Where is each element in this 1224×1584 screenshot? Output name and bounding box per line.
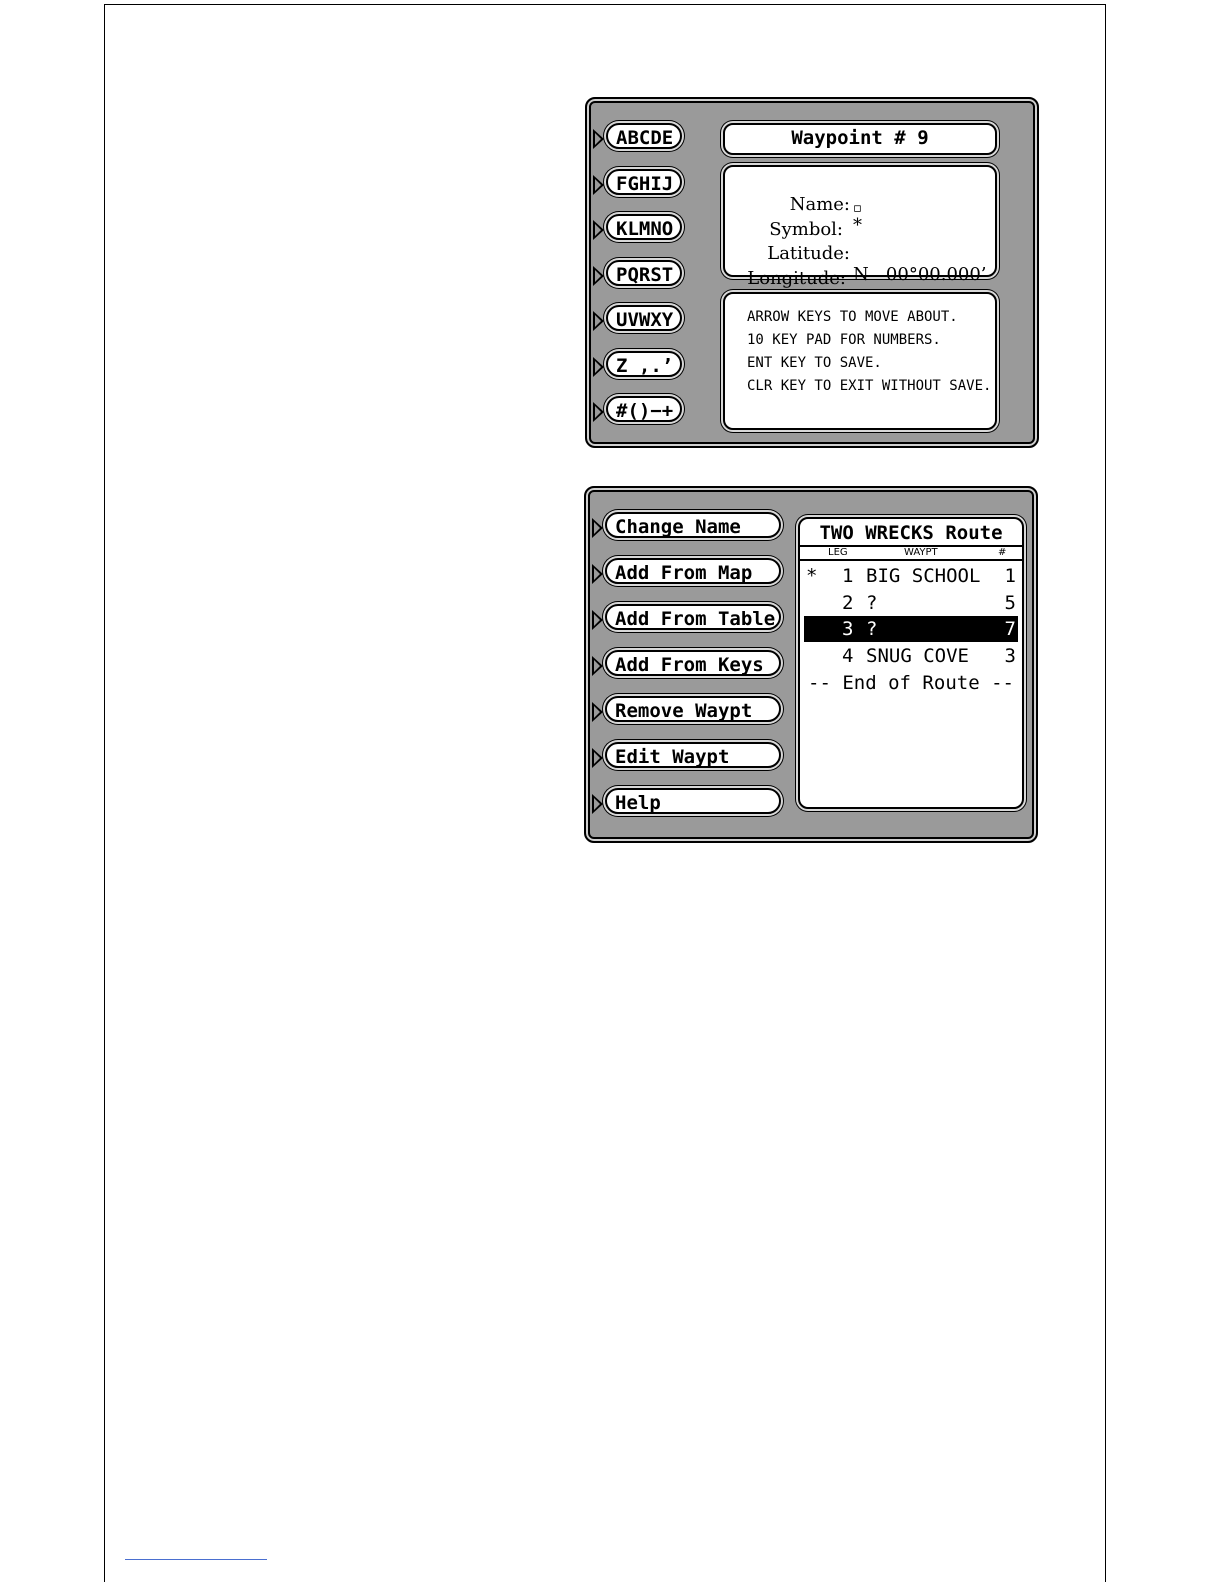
help-line: ENT KEY TO SAVE. [747, 355, 882, 371]
waypoint-title-panel [723, 123, 997, 155]
waypt-number: 7 [1004, 618, 1016, 640]
softkey-label: UVWXY [606, 305, 682, 331]
waypt-number: 3 [1004, 645, 1016, 667]
softkey-label: Z ,.’ [606, 351, 682, 377]
softkey-label: Change Name [605, 512, 781, 538]
symbol-value[interactable]: ▫ [853, 201, 862, 216]
col-num: # [998, 547, 1007, 558]
softkey-arrow-icon [592, 748, 603, 768]
route-title: TWO WRECKS Route [800, 519, 1022, 547]
name-value[interactable]: * [853, 215, 862, 236]
help-line: 10 KEY PAD FOR NUMBERS. [747, 332, 941, 348]
waypt-name: ? [866, 618, 878, 640]
softkey-arrow-icon [592, 518, 603, 538]
help-line: ARROW KEYS TO MOVE ABOUT. [747, 309, 958, 325]
softkey-arrow-icon [592, 702, 603, 722]
softkey-arrow-icon [592, 564, 603, 584]
waypt-number: 5 [1004, 592, 1016, 614]
waypt-name: BIG SCHOOL [866, 565, 981, 587]
leg-number: 1 [842, 565, 854, 587]
softkey-arrow-icon [593, 129, 604, 149]
help-panel [723, 292, 997, 430]
column-headers [800, 547, 1022, 561]
softkey-label: Add From Map [605, 558, 781, 584]
route-leg-row[interactable] [804, 590, 1018, 616]
route-list-panel [798, 517, 1024, 809]
end-of-route: -- End of Route -- [808, 672, 1014, 694]
softkey-arrow-icon [592, 656, 603, 676]
leg-number: 3 [842, 618, 854, 640]
route-edit-screen [584, 486, 1038, 843]
route-leg-row[interactable] [804, 563, 1018, 589]
softkey-label: Add From Keys [605, 650, 781, 676]
leg-number: 2 [842, 592, 854, 614]
waypt-name: ? [866, 592, 878, 614]
softkey-arrow-icon [593, 357, 604, 377]
softkey-arrow-icon [592, 610, 603, 630]
route-leg-row[interactable] [804, 643, 1018, 669]
footnote-rule [125, 1559, 267, 1560]
active-marker: * [806, 565, 818, 587]
softkey-label: FGHIJ [606, 169, 682, 195]
waypt-name: SNUG COVE [866, 645, 969, 667]
latitude-value[interactable]: N 00°00.000’ [853, 264, 987, 285]
longitude-label: Longitude: [747, 268, 846, 289]
col-waypt: WAYPT [904, 547, 938, 558]
softkey-arrow-icon [593, 402, 604, 422]
softkey-arrow-icon [593, 266, 604, 286]
route-leg-row-selected[interactable] [804, 616, 1018, 642]
softkey-arrow-icon [593, 311, 604, 331]
leg-number: 4 [842, 645, 854, 667]
softkey-arrow-icon [592, 794, 603, 814]
softkey-label: Remove Waypt [605, 696, 781, 722]
softkey-arrow-icon [593, 175, 604, 195]
waypoint-title: Waypoint # 9 [791, 127, 929, 149]
softkey-label: PQRST [606, 260, 682, 286]
softkey-arrow-icon [593, 220, 604, 240]
softkey-label: ABCDE [606, 123, 682, 149]
softkey-label: Add From Table [605, 604, 781, 630]
waypoint-entry-screen [585, 97, 1039, 448]
softkey-label: #()−+ [606, 396, 682, 422]
softkey-label: Edit Waypt [605, 742, 781, 768]
softkey-label: Help [605, 788, 781, 814]
col-leg: LEG [828, 547, 848, 558]
softkey-label: KLMNO [606, 214, 682, 240]
waypoint-fields-panel [723, 165, 997, 289]
help-line: CLR KEY TO EXIT WITHOUT SAVE. [747, 378, 992, 394]
latitude-label: Latitude: [767, 243, 850, 264]
name-label: Name: [789, 194, 850, 215]
symbol-label: Symbol: [769, 219, 843, 240]
waypt-number: 1 [1004, 565, 1016, 587]
